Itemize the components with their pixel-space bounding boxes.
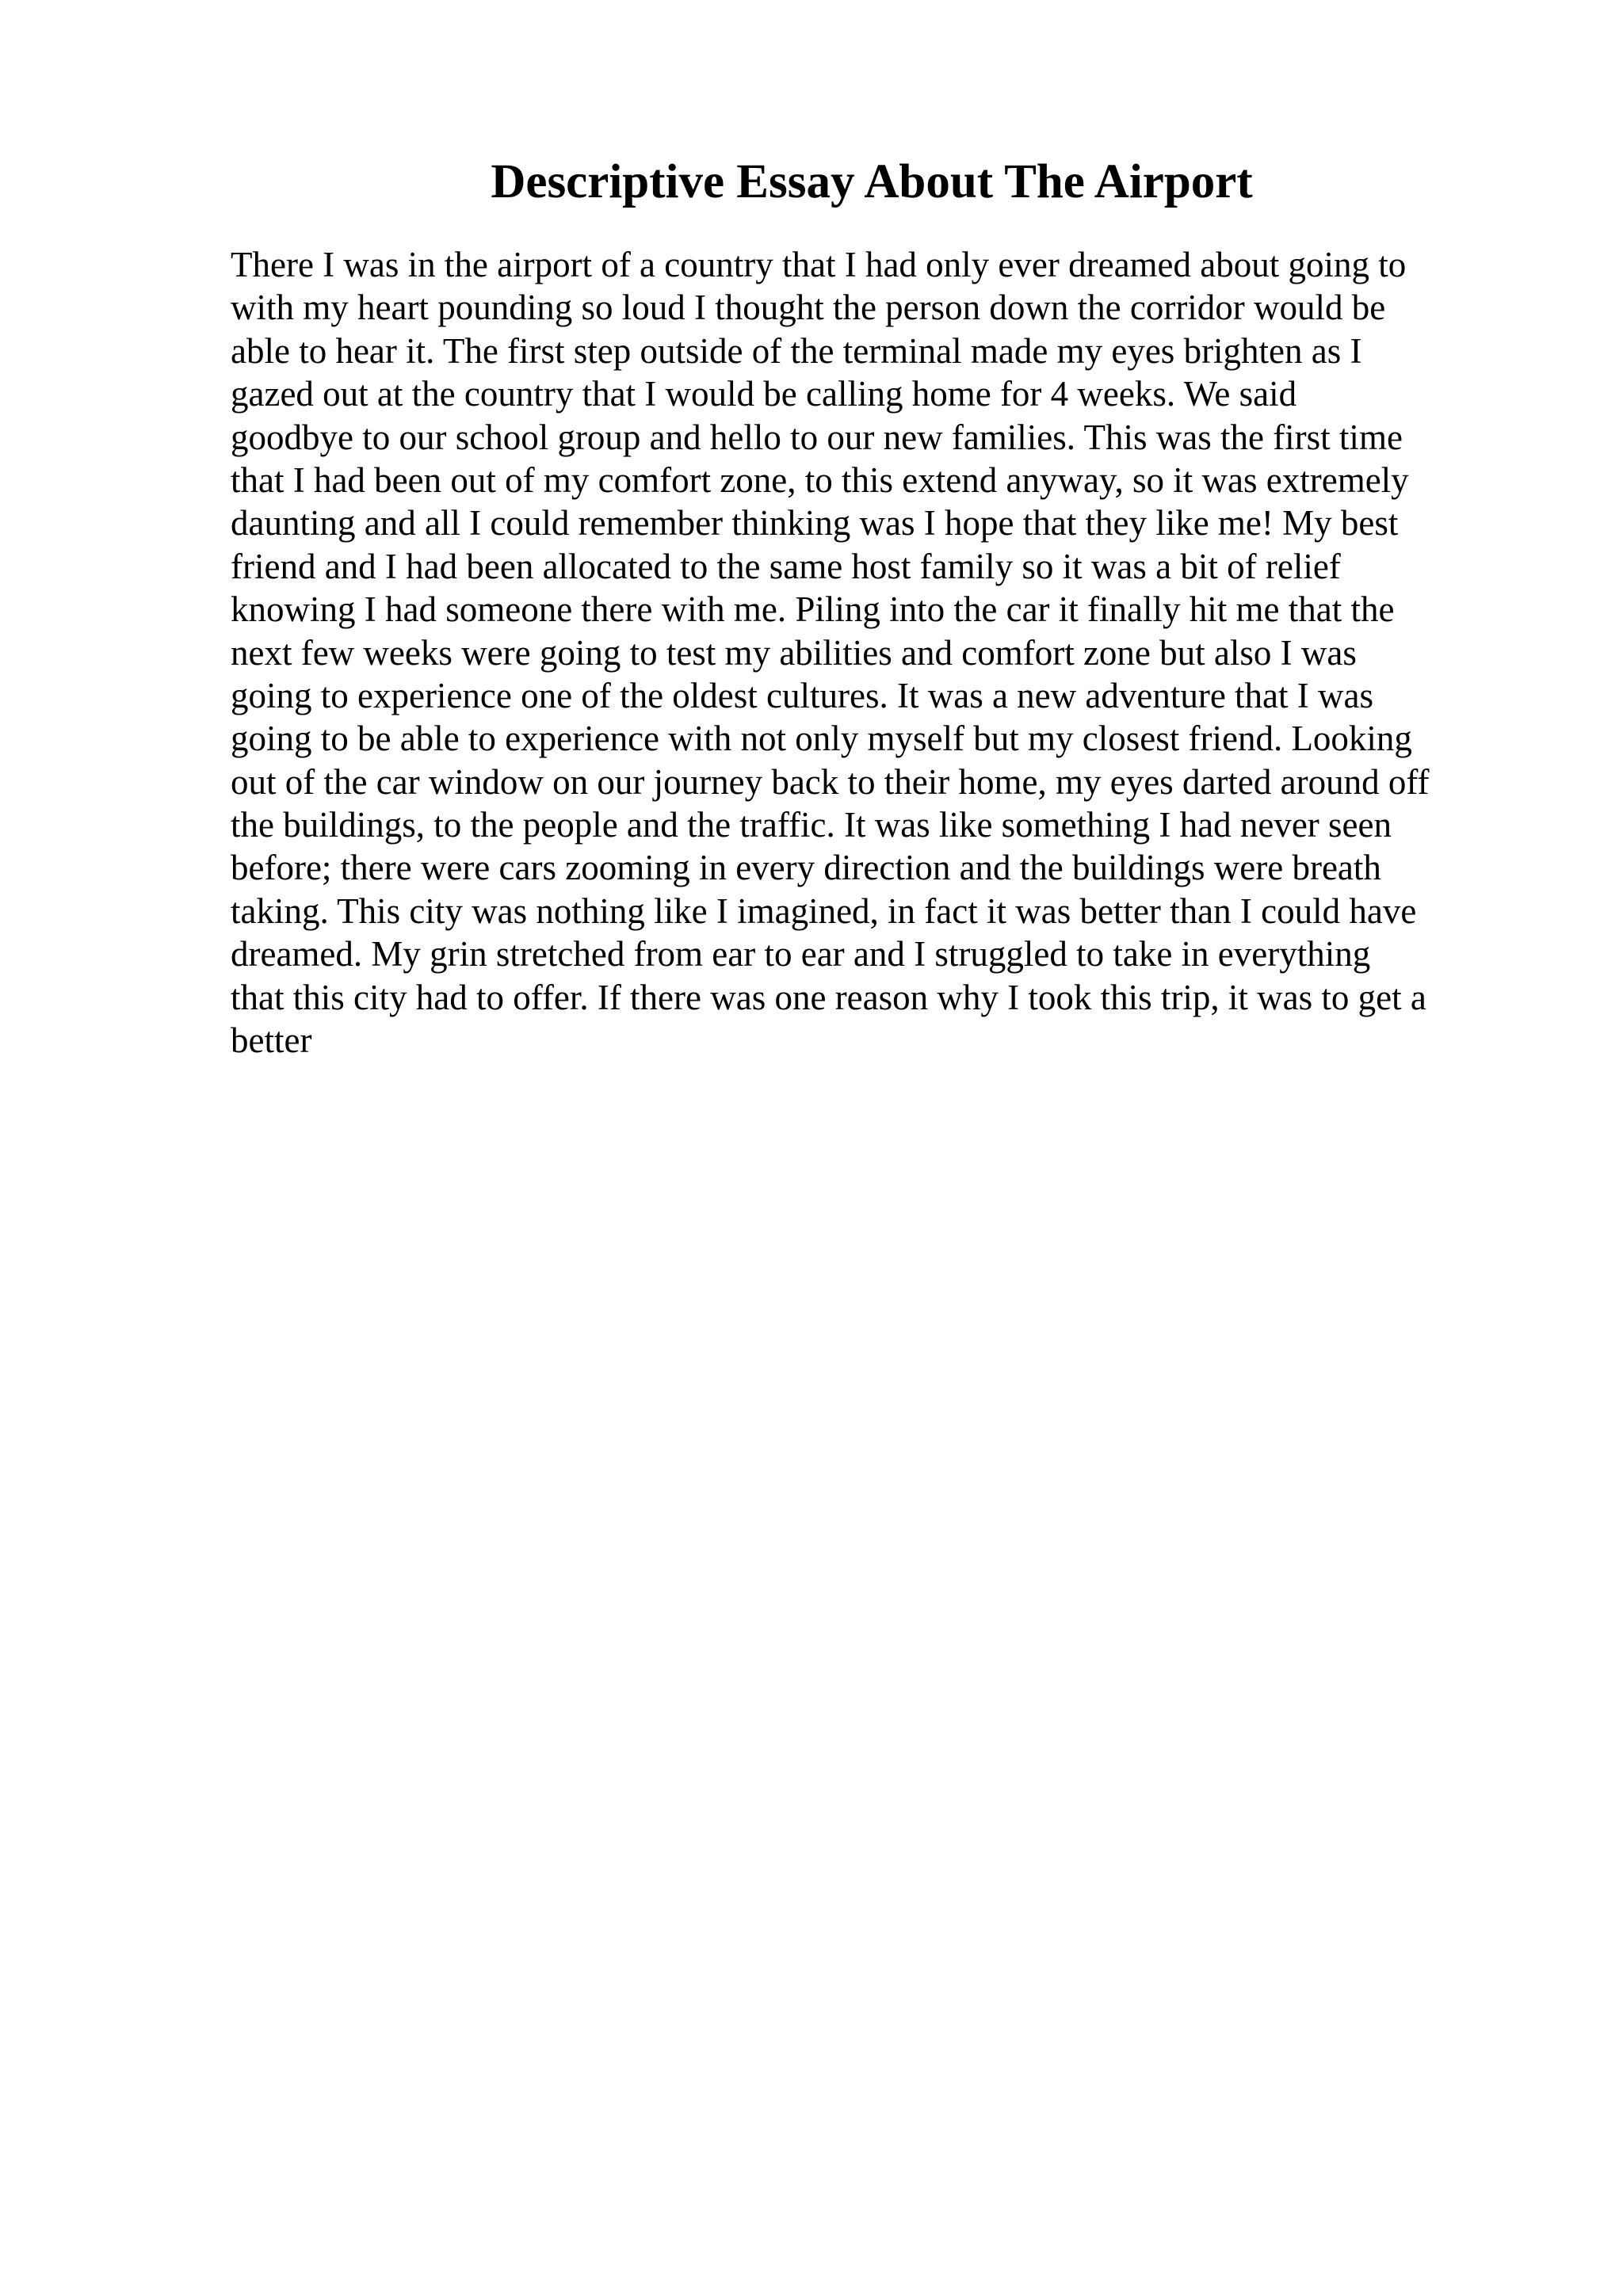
essay-line-1: There I was in the airport of a country that I had only ever dreamed about going to <box>231 245 1407 284</box>
essay-line-17: dreamed. My grin stretched from ear to ear and I struggled to take in everything <box>231 934 1371 974</box>
essay-line-14: the buildings, to the people and the traffic. It was like something I had never seen <box>231 805 1392 845</box>
essay-line-5: goodbye to our school group and hello to our new families. This was the first time <box>231 417 1403 457</box>
essay-line-2: with my heart pounding so loud I thought the person down the corridor would be <box>231 288 1386 328</box>
document-title: Descriptive Essay About The Airport <box>491 155 1253 208</box>
essay-line-19: better <box>231 1020 312 1061</box>
essay-line-10: next few weeks were going to test my abilities and comfort zone but also I was <box>231 632 1357 673</box>
essay-body <box>231 243 1499 1062</box>
essay-line-13: out of the car window on our journey back to their home, my eyes darted around off <box>231 761 1430 802</box>
essay-line-11: going to experience one of the oldest cultures. It was a new adventure that I was <box>231 675 1373 715</box>
essay-line-4: gazed out at the country that I would be calling home for 4 weeks. We said <box>231 374 1297 414</box>
essay-line-18: that this city had to offer. If there was one reason why I took this trip, it was to get a <box>231 977 1426 1017</box>
essay-line-9: knowing I had someone there with me. Piling into the car it finally hit me that the <box>231 589 1395 630</box>
essay-line-15: before; there were cars zooming in every direction and the buildings were breath <box>231 848 1381 888</box>
essay-line-3: able to hear it. The first step outside of the terminal made my eyes brighten as I <box>231 330 1362 371</box>
essay-line-7: daunting and all I could remember thinking was I hope that they like me! My best <box>231 503 1399 543</box>
essay-line-8: friend and I had been allocated to the same host family so it was a bit of relief <box>231 546 1341 586</box>
essay-line-6: that I had been out of my comfort zone, to this extend anyway, so it was extremely <box>231 460 1409 500</box>
essay-line-16: taking. This city was nothing like I imagined, in fact it was better than I could have <box>231 891 1417 931</box>
essay-line-12: going to be able to experience with not only myself but my closest friend. Looking <box>231 719 1412 759</box>
